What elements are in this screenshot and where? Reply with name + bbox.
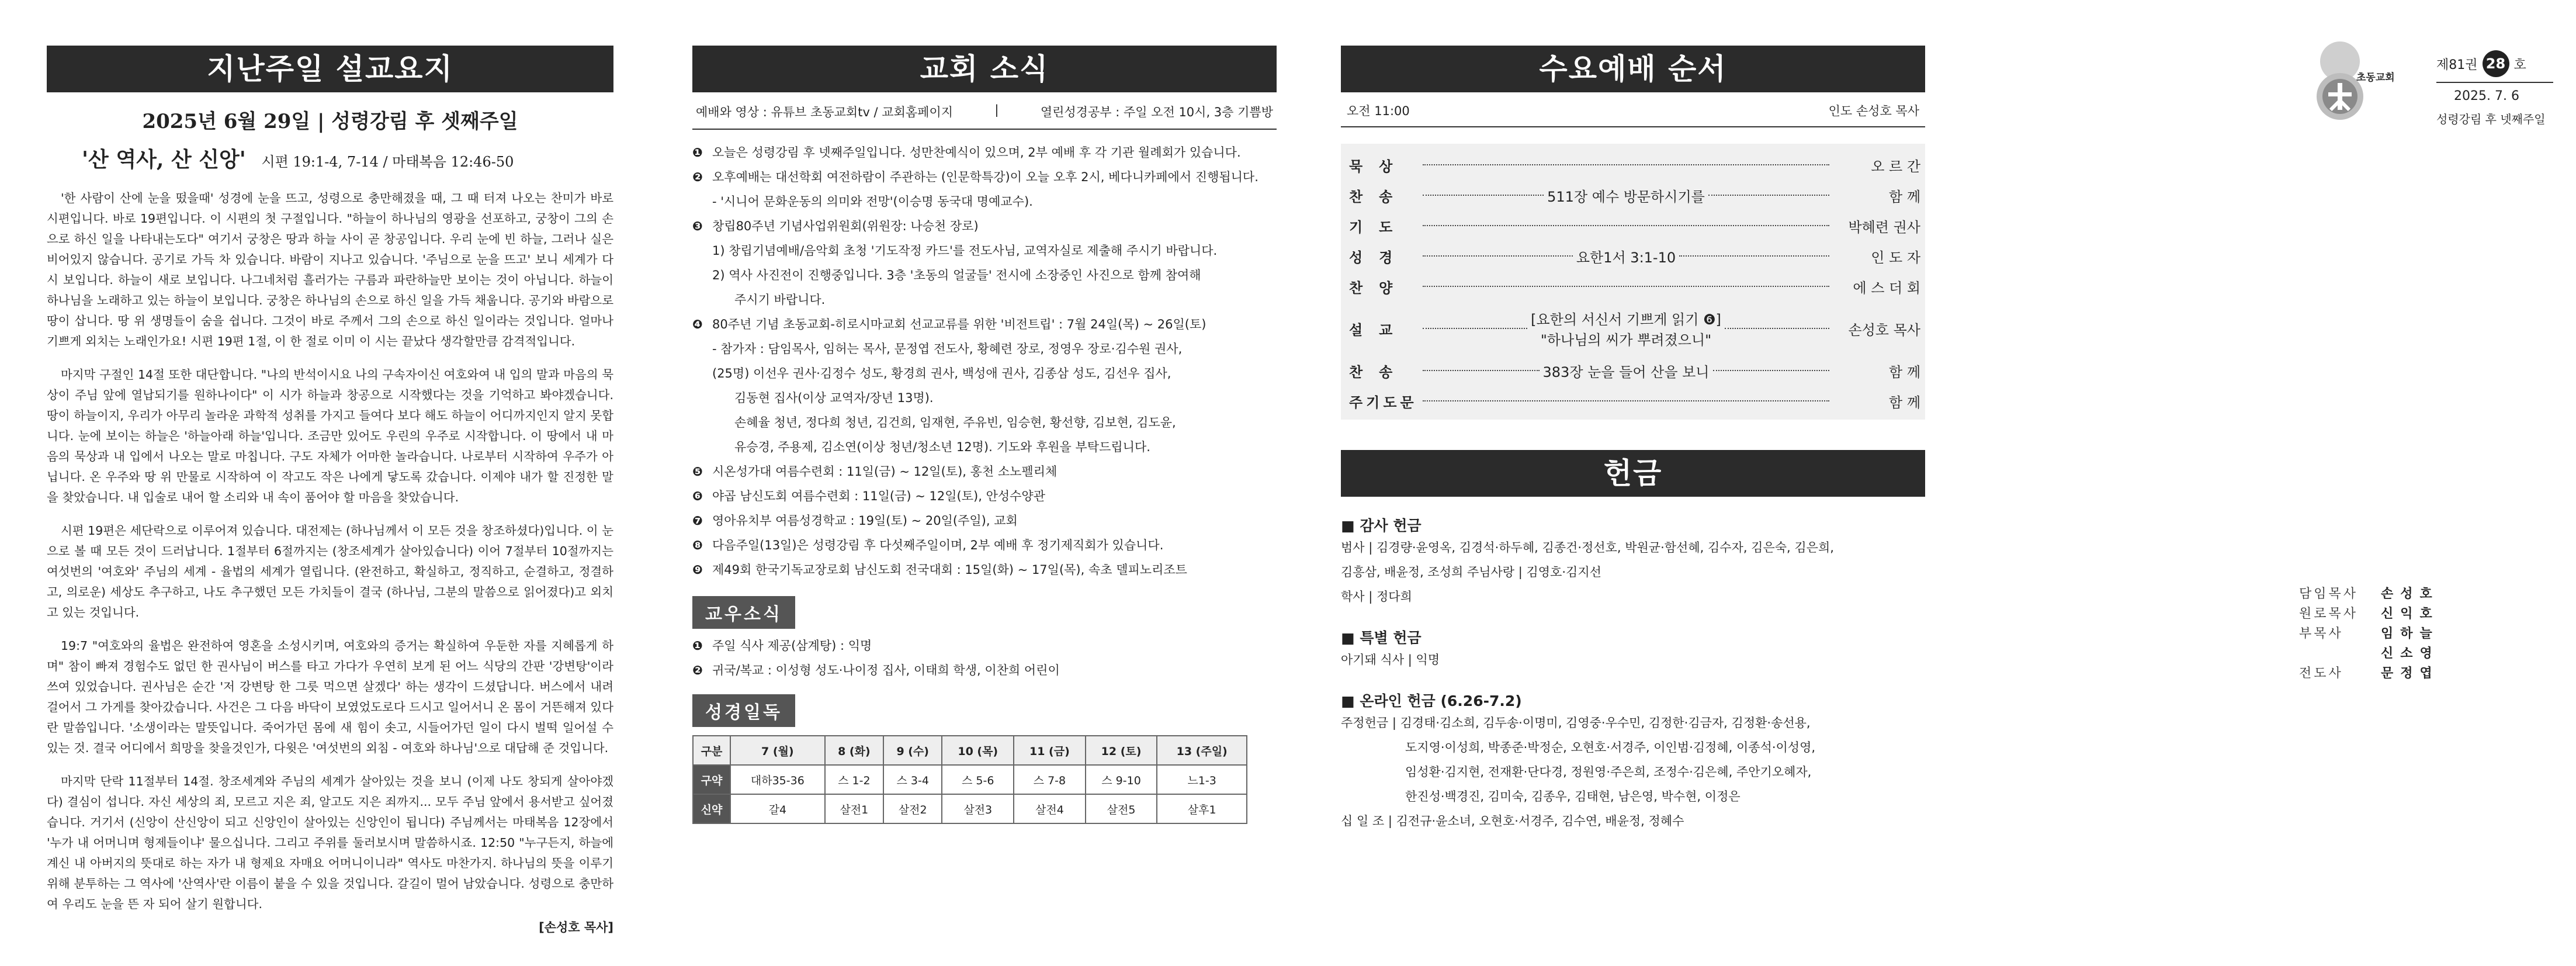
news-item-text: 김동현 집사(이상 교역자/장년 13명). (734, 391, 934, 405)
order-leader-dots (1423, 195, 1544, 196)
sermon-paragraph: 마지막 단락 11절부터 14절. 창조세계와 주님의 세계가 살아있는 것을 보니 (이제 나도 창되게 살아야겠다) 결심이 섭니다. 자신 세상의 죄, 모르고 지은 죄, 알고도 지은 죄까지... 모두 주님 앞에서 용서받고 싶어졌습니다. 거기서 (신앙이 산신앙이 되고 신앙인이 살아있는 신앙인이 됩니다) 주님께서는 마태복음 12장에서 '누가 내 어머니며 형제들이냐' 물으십니다. 그리고 주위를 둘러보시며 말씀하시죠. 12:50 "누구든지, 하늘에 계신 내 아버지의 뜻대로 하는 자가 내 형제요 자매요 어머니이니라" 역사도 마찬가지. 하나님의 뜻을 이루기 위해 분투하는 그 역사에 '산역사'란 이름이 붙을 수 있을 것입니다. 갈길이 멀어 남았습니다. 성령으로 충만하여 우리도 눈을 뜬 자 되어 살기 원합니다. (47, 774, 613, 911)
offering-line: 십 일 조 | 김전규·윤소녀, 오현호·서경주, 김수연, 배윤정, 정혜수 (1341, 814, 1684, 828)
news-item-number: ❶ (692, 146, 703, 160)
worship-divider: | (994, 103, 999, 117)
staff-role: 부목사 (2299, 626, 2343, 641)
reading-col-header: 12 (토) (1086, 736, 1157, 765)
thanks-offering-list (1341, 535, 1925, 609)
news-item (692, 288, 1277, 312)
news-list (692, 140, 1277, 582)
staff-name: 임하늘 (2381, 626, 2439, 641)
staff-name: 문정엽 (2381, 666, 2439, 681)
offering-line: 임성환·김지현, 전재환·단다경, 정원영·주은희, 조정수·김은혜, 주안기오혜자, (1405, 765, 1812, 779)
order-label: 찬양 (1349, 279, 1409, 296)
order-person: 손성호 목사 (1848, 321, 1920, 338)
member-item (692, 633, 1277, 658)
sermon-paragraph: 19:7 "여호와의 율법은 완전하여 영혼을 소성시키며, 여호와의 증거는 확실하여 우둔한 자를 지혜롭게 하며" 참이 빠져 경험수도 없던 한 권사님이 버스를 타고 가다가 우연히 보게 된 어느 식당의 간판 '강변탕'이라 쓰여 있었습니다. 권사님은 순간 '저 강변탕 한 그릇 먹으면 살겠다' 하는 생각이 드셨답니다. 버스에서 내려 걸어서 그 가게를 찾아갔습니다. 사건은 그 다음 바닥이 보였었도로다 드시고 일어서니 온 몸이 거뜬해져 있다란 말씀입니다. '소생이라는 말뜻입니다. 죽어가던 몸에 새 힘이 솟고, 시들어가던 일이 다시 벌떡 일어설 수 있는 것. 결국 어디에서 희망을 찾을것인가, 다윗은 '여섯번의 외침 - 여호와 하나님'으로 대답해 준 것입니다. (47, 639, 613, 755)
reading-cell: 대하35-36 (730, 765, 825, 794)
order-person: 인 도 자 (1871, 249, 1920, 266)
order-time: 오전 11:00 (1347, 104, 1410, 118)
order-content-line: 383장 눈을 들어 산을 보니 (1542, 363, 1710, 380)
order-content (1547, 185, 1705, 206)
order-info (1341, 92, 1925, 127)
news-item (692, 361, 1277, 386)
news-item (692, 214, 1277, 238)
worship-info (692, 92, 1277, 130)
news-item (692, 312, 1277, 337)
order-content (1576, 246, 1676, 266)
order-content-line: "하나님의 씨가 뿌려졌으니" (1540, 332, 1712, 348)
order-leader-dots (1423, 400, 1829, 401)
news-item-text: 오늘은 성령강림 후 넷째주일입니다. 성만찬예식이 있으며, 2부 예배 후 각 기관 월례회가 있습니다. (712, 146, 1241, 160)
order-leader-dots (1423, 225, 1829, 226)
order-list (1341, 144, 1925, 420)
news-item-text: 유승경, 주용제, 김소연(이상 청년/청소년 12명). 기도와 후원을 부탁드립니다. (734, 440, 1150, 454)
order-leader-dots (1679, 255, 1829, 257)
staff-row (2299, 604, 2439, 624)
news-item-number: ❹ (692, 317, 703, 331)
news-item (692, 165, 1277, 189)
news-item-number: ❷ (692, 170, 703, 184)
reading-cell: 살전5 (1086, 794, 1157, 823)
reading-col-header: 9 (수) (883, 736, 942, 765)
reading-cell: 살전3 (942, 794, 1014, 823)
staff-role: 담임목사 (2299, 587, 2359, 601)
reading-col-header: 8 (화) (825, 736, 883, 765)
news-item-text: 2) 역사 사진전이 진행중입니다. 3층 '초동의 얼굴들' 전시에 소장중인 사진으로 함께 참여해 (712, 268, 1201, 282)
news-item-text: - '시니어 문화운동의 의미와 전망'(이승명 동국대 명예교수). (712, 195, 1033, 209)
sermon-title (47, 143, 613, 173)
news-item (692, 263, 1277, 288)
sermon-scripture: 시편 19:1-4, 7-14 / 마태복음 12:46-50 (261, 154, 514, 170)
order-content-line: 511장 예수 방문하시기를 (1547, 188, 1705, 205)
news-item (692, 435, 1277, 459)
order-leader-dots (1423, 328, 1527, 329)
sermon-body (47, 188, 613, 915)
order-row (1341, 241, 1925, 271)
news-item-text: 1) 창립기념예배/음악회 초청 '기도작정 카드'를 전도사님, 교역자실로 제출해 주시기 바랍니다. (712, 244, 1218, 258)
staff-name: 손성호 (2381, 587, 2439, 601)
order-label: 기도 (1349, 219, 1409, 236)
reading-cell: 살전2 (883, 794, 942, 823)
order-person: 함 께 (1889, 188, 1921, 205)
reading-body (693, 765, 1247, 823)
staff-name: 신익호 (2381, 607, 2439, 621)
news-item (692, 459, 1277, 484)
news-header: 교회 소식 (692, 46, 1277, 92)
news-item-text: 다음주일(13일)은 성령강림 후 다섯째주일이며, 2부 예배 후 정기제직회가 있습니다. (712, 538, 1164, 552)
reading-row (693, 794, 1247, 823)
sermon-paragraph: 마지막 구절인 14절 또한 대단합니다. "나의 반석이시요 나의 구속자이신 여호와여 내 입의 말과 마음의 묵상이 주님 앞에 열납되기를 원하나이다" 이 시가 하늘과 창공으로 시작했다는 것을 기억하고 봐야겠습니다. 땅이 하늘이지, 우리가 아무리 놀라운 과학적 성취를 가지고 들여다 보다 해도 하늘이 어디까지인지 알지 못합니다. 눈에 보이는 하늘은 '하늘아래 하늘'입니다. 조금만 있어도 우린의 우주로 시작합니다. 이 땅에서 내 마음의 묵상과 내 입에서 나오는 말로 마칩니다. 구도 자체가 어마한 놀라습니다. 나로부터 시작하여 우주가 아닙니다. 온 우주와 땅 위 만물로 시작하여 이 작고도 작은 나에게 닿도록 갔습니다. 이제야 내가 할 진정한 말을 찾았습니다. 내 입술로 내어 할 소리와 내 속이 품어야 할 마음을 찾았습니다. (47, 368, 613, 504)
news-item-text: 주시기 바랍니다. (734, 293, 826, 307)
sermon-signature: [손성호 목사] (539, 920, 613, 934)
reading-row-label: 구약 (693, 765, 730, 794)
church-name: 초동교회 (2356, 72, 2395, 84)
reading-cell: 스 7-8 (1014, 765, 1086, 794)
order-person: 함 께 (1889, 394, 1920, 411)
order-row (1341, 210, 1925, 241)
order-label: 주기도문 (1349, 394, 1417, 411)
order-content (1543, 361, 1710, 381)
news-item-number: ❼ (692, 514, 703, 528)
order-row (1341, 271, 1925, 302)
news-item (692, 386, 1277, 410)
member-item-text: 귀국/복교 : 이성형 성도·나이정 집사, 이태희 학생, 이찬희 어린이 (712, 663, 1060, 677)
offering-line: 범사 | 김경량·윤영옥, 김경석·하두혜, 김종건·정선호, 박원균·함선혜, 김수자, 김은숙, 김은희, (1341, 541, 1834, 555)
order-content-line: 요한1서 3:1-10 (1576, 249, 1676, 266)
news-item-number: ❽ (692, 538, 703, 552)
reading-row-label: 신약 (693, 794, 730, 823)
order-label: 성경 (1349, 249, 1409, 266)
staff-role (2299, 644, 2381, 664)
order-row (1341, 302, 1925, 355)
order-person: 박혜련 권사 (1848, 219, 1920, 236)
member-item-number: ❶ (692, 639, 703, 653)
order-person: 함 께 (1889, 363, 1921, 380)
offering-line: 주정헌금 | 김경태·김소희, 김두송·이명미, 김영중·우수민, 김정한·김금자, 김정환·송선용, (1341, 716, 1811, 730)
order-row (1341, 150, 1925, 180)
order-column (1341, 46, 1925, 833)
reading-cell: 스 9-10 (1086, 765, 1157, 794)
online-offering-list (1341, 711, 1925, 833)
sermon-header: 지난주일 설교요지 (47, 46, 613, 92)
bible-study: 열린성경공부 : 주일 오전 10시, 3층 기쁨방 (1040, 105, 1273, 119)
reading-col-header: 11 (금) (1014, 736, 1086, 765)
news-item-text: 창립80주년 기념사업위원회(위원장: 나승천 장로) (712, 219, 979, 233)
reading-header-row (693, 736, 1247, 765)
order-leader-dots (1708, 195, 1829, 196)
news-item (692, 238, 1277, 263)
members-list (692, 633, 1277, 683)
order-leader-dots (1423, 255, 1573, 257)
news-item-text: 제49회 한국기독교장로회 남신도회 전국대회 : 15일(화) ~ 17일(목), 속초 델피노리조트 (712, 563, 1187, 577)
volume: 제81권 (2436, 57, 2478, 72)
staff-role: 원로목사 (2299, 607, 2359, 621)
reading-cell: 갈4 (730, 794, 825, 823)
reading-col-header: 13 (주일) (1157, 736, 1247, 765)
order-leader-dots (1423, 164, 1829, 165)
order-label: 찬송 (1349, 188, 1409, 205)
news-item (692, 189, 1277, 214)
member-item-text: 주일 식사 제공(삼계탕) : 익명 (712, 639, 872, 653)
staff-row (2299, 584, 2439, 604)
news-item-number: ❻ (692, 489, 703, 503)
news-item-text: - 참가자 : 담임목사, 임허는 목사, 문정엽 전도사, 황혜련 장로, 정영우 장로·김수원 권사, (712, 342, 1183, 356)
reading-cell: 스 3-4 (883, 765, 942, 794)
issue-rule (2436, 82, 2553, 83)
thanks-offering-title: ■ 감사 헌금 (1341, 517, 1422, 534)
news-item-text: 손혜율 청년, 정다희 청년, 김건희, 임재현, 주유빈, 임승현, 황선향, 김보현, 김도윤, (734, 416, 1176, 430)
online-offering-title: ■ 온라인 헌금 (6.26-7.2) (1341, 693, 1522, 709)
issue-week: 성령강림 후 넷째주일 (2436, 112, 2546, 126)
offering-line: 도지영·이성희, 박종준·박정순, 오현호·서경주, 이인범·김정혜, 이종석·이성영, (1405, 740, 1816, 754)
news-item-text: 80주년 기념 초동교회-히로시마교회 선교교류를 위한 '비전트립' : 7월 24일(목) ~ 26일(토) (712, 317, 1206, 331)
news-item (692, 533, 1277, 558)
order-content (1531, 308, 1721, 349)
special-offering-title: ■ 특별 헌금 (1341, 629, 1422, 646)
issue-suffix: 호 (2513, 57, 2526, 72)
news-item-text: 야곱 남신도회 여름수련회 : 11일(금) ~ 12일(토), 안성수양관 (712, 489, 1046, 503)
sermon-title-text: '산 역사, 산 신앙' (82, 147, 246, 172)
reading-col-header: 구분 (693, 736, 730, 765)
members-header: 교우소식 (692, 596, 795, 629)
news-item-number: ❾ (692, 563, 703, 577)
order-row (1341, 386, 1925, 416)
news-item (692, 558, 1277, 582)
staff-row (2299, 664, 2439, 684)
order-row (1341, 355, 1925, 386)
news-item-number: ❸ (692, 219, 703, 233)
news-item-text: 오후예배는 대선학회 여전하람이 주관하는 (인문학특강)이 오늘 오후 2시, 베다니카페에서 진행됩니다. (712, 170, 1258, 184)
sermon-paragraph: 시편 19편은 세단락으로 이루어져 있습니다. 대전제는 (하나님께서 이 모든 것을 창조하셨다)입니다. 이 눈으로 볼 때 모든 것이 드러납니다. 1절부터 6절까지는 (창조세계가 살아있습니다) 이어 7절부터 10절까지는 여섯번의 '여호와' 주님의 세계 - 율법의 세계가 열립니다. (완전하고, 확실하고, 정직하고, 순결하고, 정결하고, 의로운) 세상도 추구하고, 나도 추구했던 모든 가치들이 결국 (하나님, 그분의 말씀으로 읽어졌다)고 외치고 있는 것입니다. (47, 524, 613, 619)
order-leader-dots (1423, 286, 1829, 287)
offering-line: 아기돼 식사 | 익명 (1341, 653, 1440, 667)
order-row (1341, 180, 1925, 210)
staff-name: 신소영 (2381, 646, 2439, 661)
sermon-date: 2025년 6월 29일 | 성령강림 후 셋째주일 (142, 110, 518, 133)
reading-cell: 살후1 (1157, 794, 1247, 823)
reading-col-header: 10 (목) (942, 736, 1014, 765)
sermon-column (47, 46, 613, 936)
offering-header: 헌금 (1341, 450, 1925, 497)
reading-cell: 살전1 (825, 794, 883, 823)
order-label: 묵상 (1349, 158, 1409, 175)
special-offering-list (1341, 648, 1925, 672)
staff-list (2299, 584, 2439, 684)
news-item (692, 410, 1277, 435)
news-item (692, 337, 1277, 361)
reading-cell: 스 5-6 (942, 765, 1014, 794)
news-item-text: 시온성가대 여름수련회 : 11일(금) ~ 12일(토), 홍천 소노펠리체 (712, 465, 1058, 479)
order-leader-dots (1423, 370, 1540, 371)
news-item (692, 484, 1277, 508)
reading-table (692, 735, 1247, 824)
issue-line (2436, 50, 2526, 77)
reading-row (693, 765, 1247, 794)
offering-line: 학사 | 정다희 (1341, 590, 1412, 604)
reading-col-header: 7 (월) (730, 736, 825, 765)
order-label: 설교 (1349, 321, 1409, 338)
offering-line: 한진성·백경진, 김미숙, 김종우, 김태현, 남은영, 박수현, 이정은 (1405, 790, 1741, 804)
member-item (692, 658, 1277, 683)
news-item-number: ❺ (692, 465, 703, 479)
order-header: 수요예배 순서 (1341, 46, 1925, 92)
order-person: 에 스 더 회 (1853, 279, 1920, 296)
order-person: 오 르 간 (1871, 158, 1920, 175)
issue-date: 2025. 7. 6 (2454, 89, 2519, 103)
staff-row (2299, 644, 2439, 664)
reading-cell: 살전4 (1014, 794, 1086, 823)
news-column (692, 46, 1277, 824)
order-leader: 인도 손성호 목사 (1828, 104, 1919, 118)
member-item-number: ❷ (692, 663, 703, 677)
sermon-paragraph: '한 사람이 산에 눈을 떴을때' 성경에 눈을 뜨고, 성령으로 충만해졌을 때, 그 때 터져 나오는 찬미가 바로 시편입니다. 바로 19편입니다. 이 시편의 첫 구절입니다. "하늘이 하나님의 영광을 선포하고, 궁창이 그의 손으로 하신 일을 나타내는도다" 여기서 궁창은 땅과 하늘 사이 곧 창공입니다. 우리 눈에 빈 하늘, 그러나 실은 비어있지 않습니다. 공기로 가득 차 있습니다. 바람이 지나고 있습니다. '주님으로 눈을 뜨고' 보니 세계가 다시 보입니다. 하늘이 새로 보입니다. 나그네처럼 흘러가는 구름과 파란하늘만 보이는 것이 아닙니다. 하늘이 하나님을 노래하고 있는 하늘이 보입니다. 궁창은 하나님의 손으로 하신 일을 가득 채웁니다. 공기와 바람으로 땅이 삽니다. 땅 위 생명들이 숨을 쉽니다. 그것이 바로 주께서 그의 손으로 하신 일이라는 것입니다. 얼마나 기쁘게 외치는 노래인가요! 시편 19편 1절, 이 한 절로 이미 이 시는 끝났다 생각할만큼 감격적입니다. (47, 191, 613, 348)
order-leader-dots (1725, 328, 1829, 329)
news-item-text: (25명) 이선우 권사·김정수 성도, 황경희 권사, 백성애 권사, 김종삼 성도, 김선우 집사, (712, 366, 1171, 380)
order-label: 찬송 (1349, 363, 1409, 380)
order-leader-dots (1713, 370, 1830, 371)
order-content-line: [요한의 서신서 기쁘게 읽기 ❻] (1531, 311, 1721, 328)
news-item (692, 140, 1277, 165)
reading-header: 성경일독 (692, 694, 795, 727)
offering-line: 김흥삼, 배윤정, 조성희 주님사랑 | 김영호·김지선 (1341, 565, 1601, 579)
news-item-text: 영아유치부 여름성경학교 : 19일(토) ~ 20일(주일), 교회 (712, 514, 1018, 528)
worship-video: 예배와 영상 : 유튜브 초동교회tv / 교회홈페이지 (696, 105, 954, 119)
reading-cell: 스 1-2 (825, 765, 883, 794)
staff-row (2299, 624, 2439, 644)
reading-cell: 느1-3 (1157, 765, 1247, 794)
news-item (692, 508, 1277, 533)
staff-role: 전도사 (2299, 666, 2343, 681)
issue-number: 28 (2483, 50, 2509, 77)
